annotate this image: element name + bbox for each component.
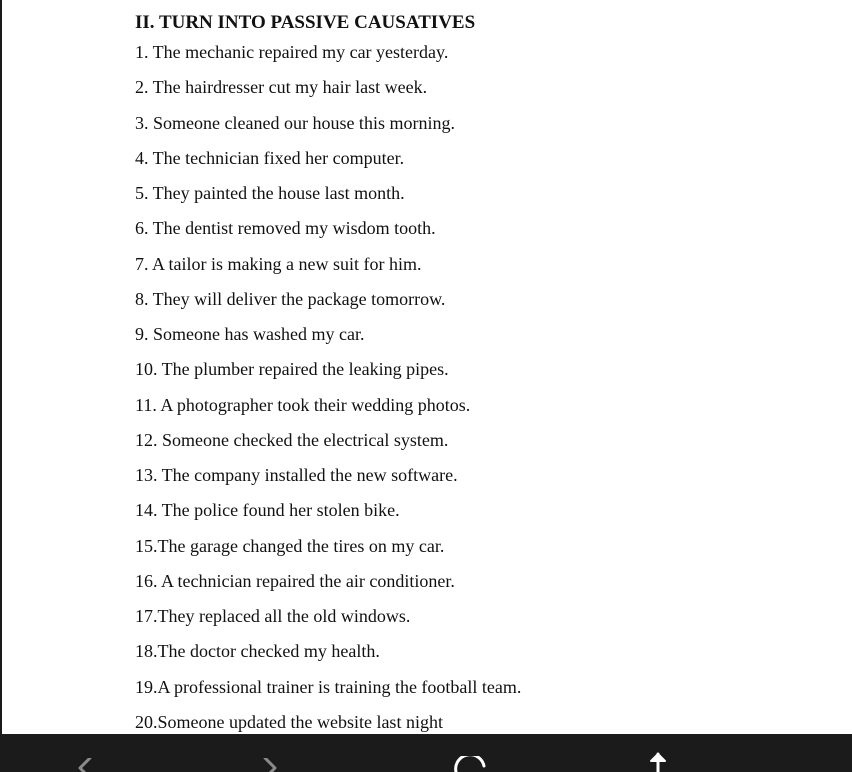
list-item: 1. The mechanic repaired my car yesterday. <box>135 42 449 62</box>
list-item: 12. Someone checked the electrical system. <box>135 429 449 450</box>
list-item: 19.A professional trainer is training the football team. <box>135 676 522 697</box>
list-item: 3. Someone cleaned our house this morning. <box>135 112 455 133</box>
list-item: 9. Someone has washed my car. <box>135 324 365 344</box>
list-item: 16. A technician repaired the air conditioner. <box>135 570 455 591</box>
document <box>135 10 835 734</box>
list-item: 8. They will deliver the package tomorrow. <box>135 288 446 309</box>
list-item: 7. A tailor is making a new suit for him. <box>135 253 422 274</box>
back-icon[interactable] <box>70 758 100 772</box>
list-item: 15.The garage changed the tires on my car. <box>135 535 445 556</box>
share-icon[interactable] <box>645 752 671 772</box>
list-item: 20.Someone updated the website last night <box>135 711 443 732</box>
left-border <box>0 0 2 734</box>
list-item: 6. The dentist removed my wisdom tooth. <box>135 218 436 239</box>
refresh-icon[interactable] <box>450 756 490 772</box>
browser-toolbar <box>0 734 852 772</box>
list-item: 18.The doctor checked my health. <box>135 641 380 662</box>
list-item: 10. The plumber repaired the leaking pipes. <box>135 359 449 380</box>
list-item: 4. The technician fixed her computer. <box>135 147 405 168</box>
list-item: 5. They painted the house last month. <box>135 183 405 203</box>
exercise-list <box>135 40 835 734</box>
document-title: II. TURN INTO PASSIVE CAUSATIVES <box>135 12 476 33</box>
list-item: 13. The company installed the new software. <box>135 465 458 485</box>
list-item: 17.They replaced all the old windows. <box>135 606 411 626</box>
list-item: 11. A photographer took their wedding photos. <box>135 394 471 415</box>
forward-icon[interactable] <box>255 758 285 772</box>
list-item: 2. The hairdresser cut my hair last week. <box>135 77 428 98</box>
list-item: 14. The police found her stolen bike. <box>135 500 400 521</box>
